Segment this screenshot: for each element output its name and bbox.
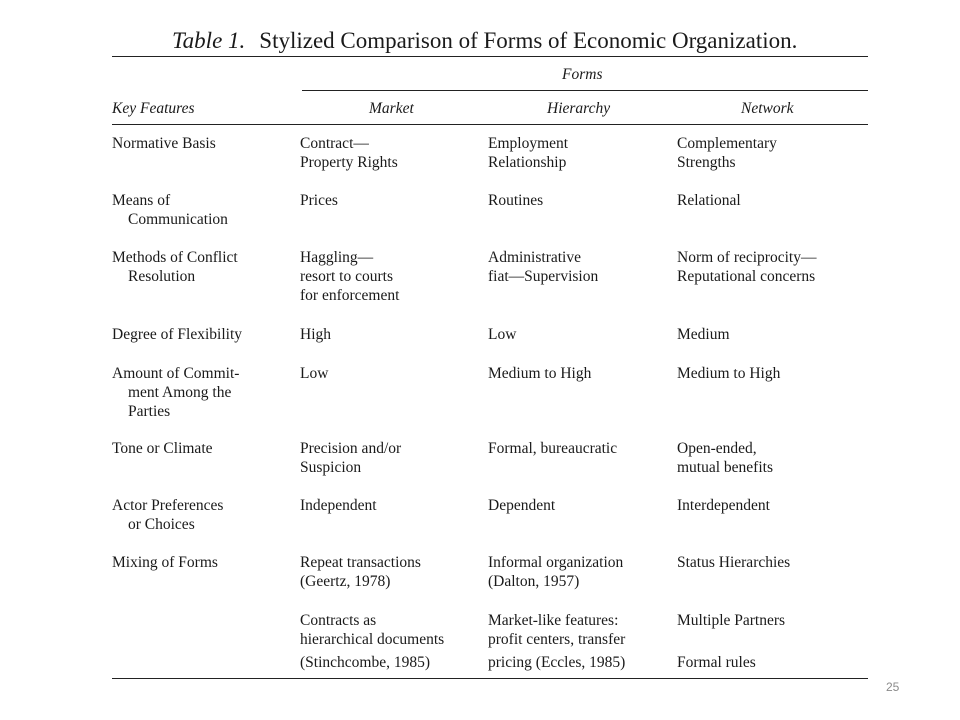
header-rule: [112, 124, 868, 125]
hierarchy-cell-line: Market-like features:: [488, 612, 619, 629]
col-header-network: Network: [741, 100, 794, 117]
hierarchy-cell-line: Relationship: [488, 154, 567, 171]
hierarchy-cell-line: Informal organization: [488, 554, 624, 571]
network-cell-line: Open-ended,: [677, 440, 757, 457]
table-title: [172, 28, 797, 54]
key-feature-line: Actor Preferences: [112, 497, 224, 514]
market-cell-line: Haggling—: [300, 249, 374, 266]
forms-rule: [302, 90, 868, 91]
network-cell-line: Multiple Partners: [677, 612, 786, 629]
col-header-hierarchy: Hierarchy: [547, 100, 611, 117]
table-title-text: Stylized Comparison of Forms of Economic Organization.: [259, 28, 798, 53]
network-cell-line: Medium to High: [677, 365, 781, 382]
market-cell-line: High: [300, 326, 331, 343]
market-cell-line: (Stinchcombe, 1985): [300, 654, 431, 671]
hierarchy-cell-line: (Dalton, 1957): [488, 573, 580, 590]
market-cell-line: for enforcement: [300, 287, 400, 304]
col-header-market: Market: [369, 100, 414, 117]
bottom-rule: [112, 678, 868, 679]
market-cell-line: hierarchical documents: [300, 631, 445, 648]
network-cell-line: Interdependent: [677, 497, 770, 514]
network-cell-line: Status Hierarchies: [677, 554, 791, 571]
key-feature-line: Degree of Flexibility: [112, 326, 242, 343]
key-feature-line: Parties: [128, 403, 171, 420]
key-feature-line: or Choices: [128, 516, 195, 533]
network-cell-line: Formal rules: [677, 654, 756, 671]
market-cell-line: (Geertz, 1978): [300, 573, 391, 590]
market-cell-line: Prices: [300, 192, 338, 209]
page-number: 25: [886, 680, 900, 694]
market-cell-line: Property Rights: [300, 154, 398, 171]
network-cell-line: Complementary: [677, 135, 777, 152]
key-feature-line: Resolution: [128, 268, 196, 285]
market-cell-line: Contracts as: [300, 612, 377, 629]
key-feature-line: Methods of Conflict: [112, 249, 238, 266]
network-cell-line: Reputational concerns: [677, 268, 816, 285]
market-cell-line: Independent: [300, 497, 377, 514]
key-feature-line: Means of: [112, 192, 171, 209]
hierarchy-cell-line: fiat—Supervision: [488, 268, 599, 285]
table-label: Table 1.: [172, 28, 246, 53]
market-cell-line: Low: [300, 365, 329, 382]
hierarchy-cell-line: Dependent: [488, 497, 556, 514]
key-feature-line: ment Among the: [128, 384, 232, 401]
key-feature-line: Amount of Commit-: [112, 365, 240, 382]
col-header-key-features: Key Features: [112, 100, 195, 117]
market-cell-line: Repeat transactions: [300, 554, 421, 571]
market-cell-line: Precision and/or: [300, 440, 402, 457]
hierarchy-cell-line: Low: [488, 326, 517, 343]
title-rule: [112, 56, 868, 57]
market-cell-line: resort to courts: [300, 268, 393, 285]
key-feature-line: Communication: [128, 211, 228, 228]
key-feature-line: Tone or Climate: [112, 440, 213, 457]
hierarchy-cell-line: pricing (Eccles, 1985): [488, 654, 626, 671]
key-feature-line: Mixing of Forms: [112, 554, 218, 571]
market-cell-line: Contract—: [300, 135, 369, 152]
network-cell-line: Norm of reciprocity—: [677, 249, 817, 266]
hierarchy-cell-line: Employment: [488, 135, 569, 152]
market-cell-line: Suspicion: [300, 459, 362, 476]
hierarchy-cell-line: Administrative: [488, 249, 581, 266]
hierarchy-cell-line: Routines: [488, 192, 544, 209]
network-cell-line: Relational: [677, 192, 741, 209]
network-cell-line: Medium: [677, 326, 730, 343]
network-cell-line: mutual benefits: [677, 459, 773, 476]
key-feature-line: Normative Basis: [112, 135, 216, 152]
hierarchy-cell-line: Formal, bureaucratic: [488, 440, 618, 457]
hierarchy-cell-line: Medium to High: [488, 365, 592, 382]
forms-header: Forms: [562, 66, 603, 83]
network-cell-line: Strengths: [677, 154, 736, 171]
hierarchy-cell-line: profit centers, transfer: [488, 631, 626, 648]
